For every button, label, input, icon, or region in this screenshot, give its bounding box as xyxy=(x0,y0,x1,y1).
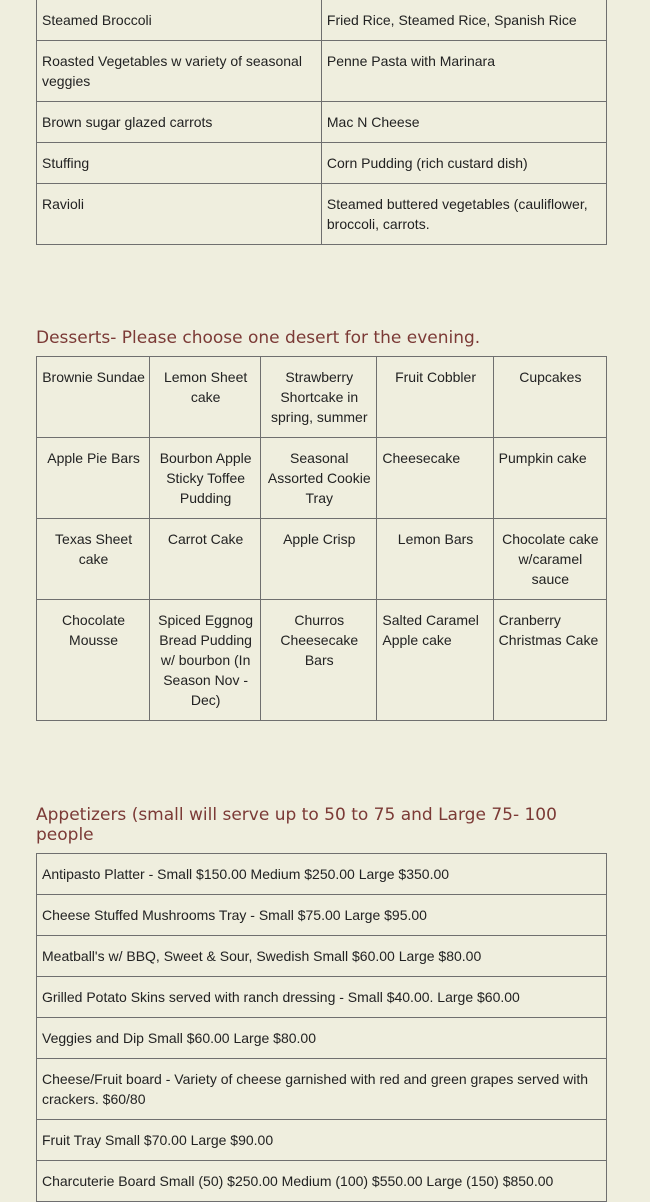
appetizers-table xyxy=(36,853,607,1202)
appetizers-heading: Appetizers (small will serve up to 50 to 75 and Large 75- 100 people xyxy=(36,805,557,845)
table-cell: Meatball's w/ BBQ, Sweet & Sour, Swedish Small $60.00 Large $80.00 xyxy=(37,936,607,977)
table-cell: Veggies and Dip Small $60.00 Large $80.00 xyxy=(37,1018,607,1059)
table-row xyxy=(37,1059,607,1120)
table-cell: Spiced Eggnog Bread Pudding w/ bourbon (In Season Nov - Dec) xyxy=(150,600,261,721)
table-cell: Brownie Sundae xyxy=(37,357,150,438)
table-cell: Ravioli xyxy=(37,184,322,245)
table-row xyxy=(37,438,607,519)
table-cell: Mac N Cheese xyxy=(321,102,606,143)
table-cell: Strawberry Shortcake in spring, summer xyxy=(261,357,377,438)
table-cell: Chocolate cake w/caramel sauce xyxy=(493,519,606,600)
table-row xyxy=(37,1161,607,1202)
table-cell: Apple Pie Bars xyxy=(37,438,150,519)
table-row xyxy=(37,519,607,600)
table-cell: Fruit Cobbler xyxy=(377,357,493,438)
table-row xyxy=(37,1018,607,1059)
table-row xyxy=(37,895,607,936)
table-cell: Chocolate Mousse xyxy=(37,600,150,721)
table-cell: Cupcakes xyxy=(493,357,606,438)
table-cell: Seasonal Assorted Cookie Tray xyxy=(261,438,377,519)
desserts-table xyxy=(36,356,607,721)
table-cell: Cheese Stuffed Mushrooms Tray - Small $75.00 Large $95.00 xyxy=(37,895,607,936)
table-row xyxy=(37,357,607,438)
table-cell: Grilled Potato Skins served with ranch dressing - Small $40.00. Large $60.00 xyxy=(37,977,607,1018)
table-row xyxy=(37,143,607,184)
table-cell: Apple Crisp xyxy=(261,519,377,600)
sides-table xyxy=(36,0,607,245)
table-cell: Stuffing xyxy=(37,143,322,184)
table-row xyxy=(37,936,607,977)
table-row xyxy=(37,0,607,41)
table-cell: Fried Rice, Steamed Rice, Spanish Rice xyxy=(321,0,606,41)
table-row xyxy=(37,977,607,1018)
table-cell: Charcuterie Board Small (50) $250.00 Medium (100) $550.00 Large (150) $850.00 xyxy=(37,1161,607,1202)
table-cell: Steamed Broccoli xyxy=(37,0,322,41)
table-cell: Cranberry Christmas Cake xyxy=(493,600,606,721)
table-cell: Steamed buttered vegetables (cauliflower, broccoli, carrots. xyxy=(321,184,606,245)
table-cell: Lemon Bars xyxy=(377,519,493,600)
table-cell: Corn Pudding (rich custard dish) xyxy=(321,143,606,184)
table-row xyxy=(37,1120,607,1161)
table-cell: Roasted Vegetables w variety of seasonal veggies xyxy=(37,41,322,102)
table-cell: Antipasto Platter - Small $150.00 Medium $250.00 Large $350.00 xyxy=(37,854,607,895)
table-cell: Brown sugar glazed carrots xyxy=(37,102,322,143)
table-row xyxy=(37,184,607,245)
table-cell: Churros Cheesecake Bars xyxy=(261,600,377,721)
table-cell: Fruit Tray Small $70.00 Large $90.00 xyxy=(37,1120,607,1161)
table-cell: Cheese/Fruit board - Variety of cheese garnished with red and green grapes served with crackers. $60/80 xyxy=(37,1059,607,1120)
table-cell: Salted Caramel Apple cake xyxy=(377,600,493,721)
table-row xyxy=(37,600,607,721)
table-cell: Texas Sheet cake xyxy=(37,519,150,600)
table-cell: Cheesecake xyxy=(377,438,493,519)
table-cell: Bourbon Apple Sticky Toffee Pudding xyxy=(150,438,261,519)
table-row xyxy=(37,41,607,102)
desserts-heading: Desserts- Please choose one desert for the evening. xyxy=(36,328,481,348)
table-cell: Penne Pasta with Marinara xyxy=(321,41,606,102)
table-row xyxy=(37,102,607,143)
table-cell: Carrot Cake xyxy=(150,519,261,600)
table-cell: Pumpkin cake xyxy=(493,438,606,519)
table-cell: Lemon Sheet cake xyxy=(150,357,261,438)
table-row xyxy=(37,854,607,895)
